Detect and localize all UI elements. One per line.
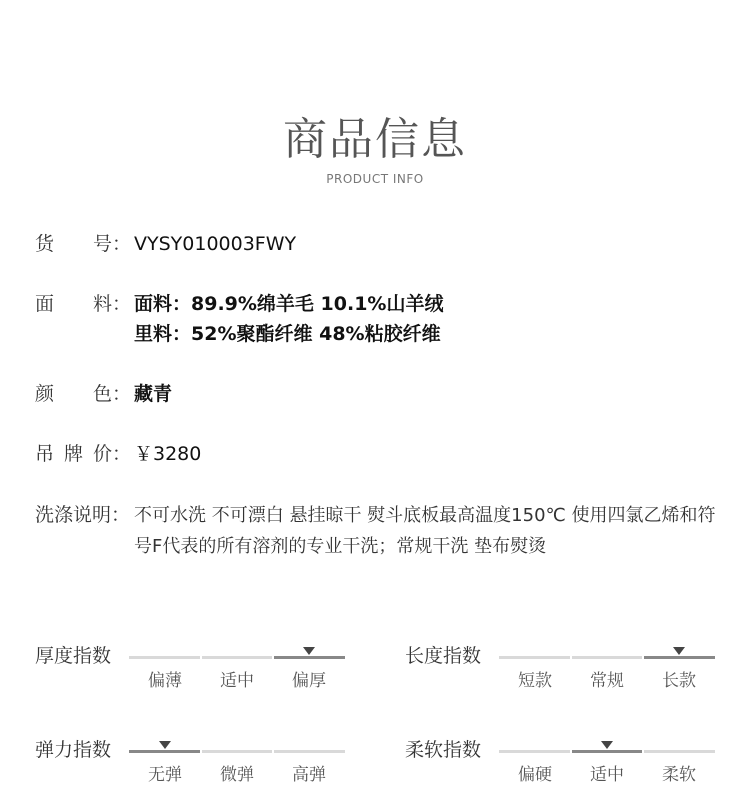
price-value: ￥3280 (134, 443, 202, 465)
meter-option: 偏薄 (148, 671, 182, 691)
fabric-lining-value: 里料：52%聚酯纤维 48%粘胶纤维 (134, 323, 441, 345)
scale-segment (644, 750, 715, 753)
thickness-meter (35, 643, 380, 693)
softness-meter (405, 737, 750, 787)
meter-title: 柔软指数 (405, 739, 482, 761)
meter-title: 弹力指数 (35, 739, 112, 761)
meter-pointer-icon (673, 647, 685, 655)
meter-option: 无弹 (148, 765, 182, 785)
page-subtitle: PRODUCT INFO (326, 172, 424, 186)
scale-segment (572, 750, 643, 753)
meter-pointer-icon (601, 741, 613, 749)
scale-segment (644, 656, 715, 659)
sku-label (35, 229, 131, 259)
meter-scale (499, 750, 715, 754)
meter-options (129, 764, 345, 786)
fabric-label (35, 289, 131, 319)
meter-options (499, 764, 715, 786)
meter-option: 长款 (662, 671, 696, 691)
fabric-label-char: 面 (35, 293, 55, 315)
scale-segment (129, 750, 200, 753)
meter-option: 高弹 (292, 765, 326, 785)
meter-title: 厚度指数 (35, 645, 112, 667)
price-label-char: 牌 (63, 443, 83, 465)
scale-segment (202, 656, 273, 659)
scale-segment (499, 656, 570, 659)
page-title: 商品信息 (283, 114, 467, 165)
price-label (35, 439, 131, 469)
price-label-char: 吊 (35, 443, 55, 465)
meter-option: 适中 (590, 765, 624, 785)
scale-segment (129, 656, 200, 659)
meter-scale (129, 656, 345, 660)
sku-value: VYSY010003FWY (134, 233, 297, 255)
meter-title: 长度指数 (405, 645, 482, 667)
color-label-char: 颜 (35, 383, 55, 405)
scale-segment (499, 750, 570, 753)
meter-option: 适中 (220, 671, 254, 691)
meter-options (499, 670, 715, 692)
scale-segment (202, 750, 273, 753)
sku-label-char: 货 (35, 233, 55, 255)
scale-segment (572, 656, 643, 659)
meter-option: 微弹 (220, 765, 254, 785)
meter-pointer-icon (159, 741, 171, 749)
length-meter (405, 643, 750, 693)
color-label-char: 色： (92, 383, 131, 405)
meter-scale (129, 750, 345, 754)
meter-option: 偏硬 (518, 765, 552, 785)
wash-label-text: 洗涤说明： (35, 504, 131, 526)
meter-option: 柔软 (662, 765, 696, 785)
meter-pointer-icon (303, 647, 315, 655)
meter-scale (499, 656, 715, 660)
elasticity-meter (35, 737, 380, 787)
scale-segment (274, 750, 345, 753)
fabric-outer-value: 面料：89.9%绵羊毛 10.1%山羊绒 (134, 293, 444, 315)
price-label-char: 价： (92, 443, 131, 465)
scale-segment (274, 656, 345, 659)
color-value: 藏青 (134, 383, 173, 405)
wash-instructions: 不可水洗 不可漂白 悬挂晾干 熨斗底板最高温度150℃ 使用四氯乙烯和符号F代表的所有溶剂的专业干洗；常规干洗 垫布熨烫 (134, 505, 716, 557)
sku-label-char: 号： (92, 233, 131, 255)
meter-option: 短款 (518, 671, 552, 691)
meter-options (129, 670, 345, 692)
wash-label (35, 500, 131, 530)
meter-option: 常规 (590, 671, 624, 691)
fabric-label-char: 料： (92, 293, 131, 315)
meter-option: 偏厚 (292, 671, 326, 691)
color-label (35, 379, 131, 409)
